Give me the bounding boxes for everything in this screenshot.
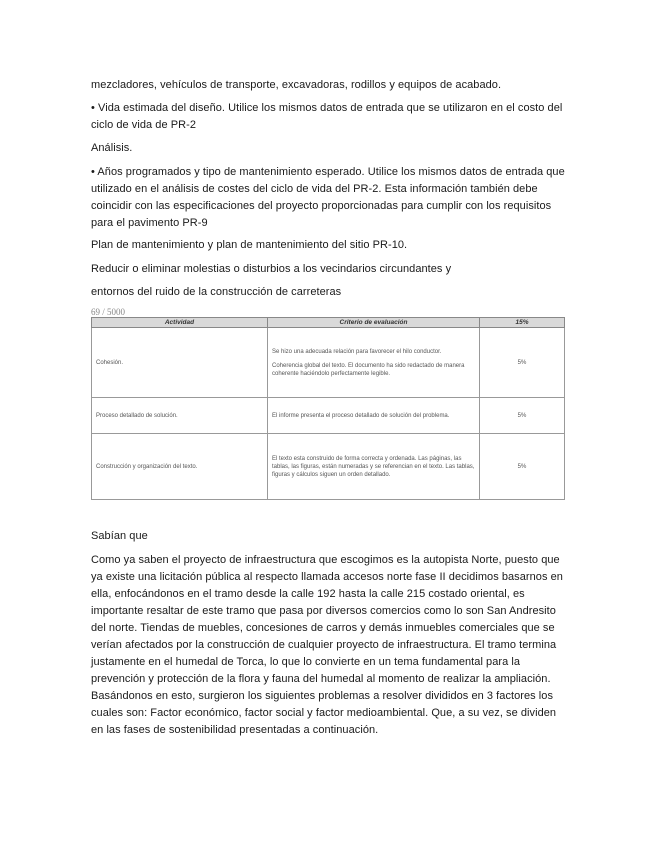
activity-cell: Cohesión.	[92, 328, 268, 398]
criteria-cell: El informe presenta el proceso detallado de solución del problema.	[268, 398, 480, 434]
percent-cell: 5%	[480, 398, 565, 434]
table-row	[92, 434, 565, 500]
criteria-text: Coherencia global del texto. El documento ha sido redactado de manera coherente haciéndolo perfectamente legible.	[272, 362, 465, 377]
header-activity: Actividad	[92, 318, 268, 328]
section-title: Sabían que	[91, 530, 148, 542]
percent-cell: 5%	[480, 434, 565, 500]
paragraph-noise: entornos del ruido de la construcción de carreteras	[91, 286, 342, 298]
paragraph-equipment: mezcladores, vehículos de transporte, excavadoras, rodillos y equipos de acabado.	[91, 79, 502, 91]
table-header-row	[92, 318, 565, 328]
paragraph-reduce-disturbance: Reducir o eliminar molestias o disturbios a los vecindarios circundantes y	[91, 263, 452, 275]
criteria-text: Se hizo una adecuada relación para favorecer el hilo conductor.	[272, 348, 442, 355]
rubric-table-image	[91, 317, 564, 501]
criteria-cell: El texto esta construido de forma correcta y ordenada. Las páginas, las tablas, las figuras, están numeradas y se referencian en el texto. Las tablas, figuras y cálculos siguen un orden detallado.	[268, 434, 480, 500]
percent-cell: 5%	[480, 328, 565, 398]
activity-cell: Construcción y organización del texto.	[92, 434, 268, 500]
header-percent: 15%	[480, 318, 565, 328]
paragraph-maintenance-years: • Años programados y tipo de mantenimiento esperado. Utilice los mismos datos de entrada que utilizado en el análisis de costes del ciclo de vida del PR-2. Esta información también debe coincidir con las especificaciones del proyecto proporcionadas para cumplir con los requisitos para el pavimento PR-9	[91, 166, 565, 229]
header-criteria: Criterio de evaluación	[268, 318, 480, 328]
character-counter: 69 / 5000	[91, 307, 126, 317]
rubric-table	[91, 317, 565, 500]
paragraph-design-life: • Vida estimada del diseño. Utilice los mismos datos de entrada que se utilizaron en el costo del ciclo de vida de PR-2	[91, 102, 563, 131]
criteria-cell	[268, 328, 480, 398]
table-row	[92, 328, 565, 398]
body-paragraph: Como ya saben el proyecto de infraestructura que escogimos es la autopista Norte, puesto que ya existe una licitación pública al respecto llamada accesos norte fase II decidimos basarnos en ella, enfocándonos en el tramo desde la calle 192 hasta la calle 215 costado oriental, es importante resaltar de este tramo que pasa por diversos comercios como lo son San Andresito del norte. Tiendas de muebles, concesiones de carros y demás inmuebles comerciales que se verían afectados por la construcción de cualquier proyecto de infraestructura. El tramo termina justamente en el humedal de Torca, lo que lo convierte en un tema fundamental para la prevención y protección de la flora y fauna del humedal al momento de realizar la ampliación. Basándonos en esto, surgieron los siguientes problemas a resolver divididos en 3 factores los cuales son: Factor económico, factor social y factor medioambiental. Que, a su vez, se dividen en las fases de sostenibilidad presentadas a continuación.	[91, 554, 563, 736]
activity-cell: Proceso detallado de solución.	[92, 398, 268, 434]
table-row	[92, 398, 565, 434]
paragraph-analysis: Análisis.	[91, 142, 133, 154]
paragraph-maintenance-plan: Plan de mantenimiento y plan de mantenimiento del sitio PR-10.	[91, 239, 408, 251]
